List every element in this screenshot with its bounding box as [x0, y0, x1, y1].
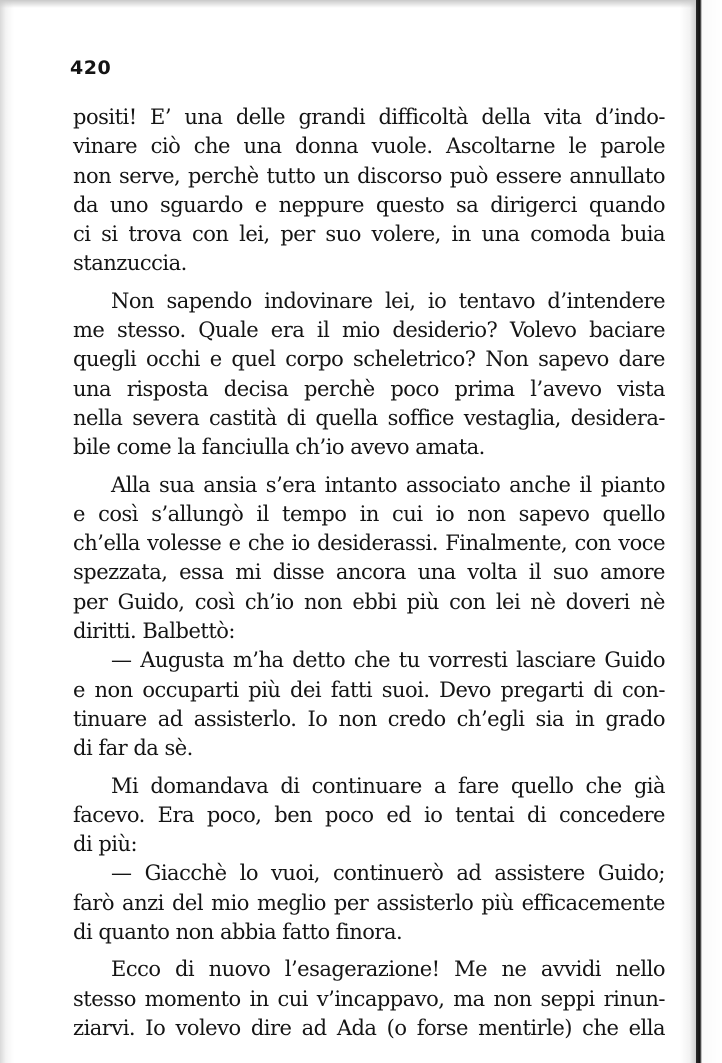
paragraph-gap [73, 764, 665, 772]
text-line: spezzata, essa mi disse ancora una volta il suo amore [73, 560, 665, 585]
text-line: di quanto non abbia fatto finora. [73, 920, 403, 945]
page-top-shadow [0, 0, 722, 8]
text-line: Alla sua ansia s’era intanto associato anche il pianto [111, 472, 665, 497]
paragraph [73, 859, 665, 947]
page-number: 420 [70, 57, 112, 79]
text-line: — Giacchè lo vuoi, continuerò ad assistere Guido; [111, 861, 665, 886]
paragraph [73, 471, 665, 647]
text-line: tinuare ad assisterlo. Io non credo ch’egli sia in grado [73, 706, 665, 731]
text-line: e non occuparti più dei fatti suoi. Devo pregarti di con- [73, 677, 665, 702]
text-line: vinare ciò che una donna vuole. Ascoltarne le parole [73, 134, 665, 159]
paragraph [73, 955, 665, 1043]
text-line: diritti. Balbettò: [73, 619, 235, 644]
paragraph [73, 287, 665, 463]
book-binding-edge [696, 0, 722, 1063]
text-line: Mi domandava di continuare a fare quello che già [111, 773, 665, 798]
paragraph [73, 772, 665, 860]
paragraph-gap [73, 947, 665, 955]
text-line: per Guido, così ch’io non ebbi più con lei nè doveri nè [73, 589, 665, 614]
paragraph [73, 646, 665, 763]
text-line: non serve, perchè tutto un discorso può essere annullato [73, 163, 665, 188]
text-line: stesso momento in cui v’incappavo, ma non seppi rinun- [73, 986, 665, 1011]
text-line: — Augusta m’ha detto che tu vorresti lasciare Guido [111, 648, 665, 673]
text-line: facevo. Era poco, ben poco ed io tentai di concedere [73, 802, 665, 827]
text-line: bile come la fanciulla ch’io avevo amata. [73, 435, 485, 460]
text-line: una risposta decisa perchè poco prima l’avevo vista [73, 376, 665, 401]
paragraph [73, 103, 665, 279]
text-line: Non sapendo indovinare lei, io tentavo d’intendere [111, 288, 665, 313]
paragraph-gap [73, 279, 665, 287]
text-line: ch’ella volesse e che io desiderassi. Finalmente, con voce [73, 531, 665, 556]
text-line: ci si trova con lei, per suo volere, in una comoda buia [73, 222, 665, 247]
text-line: nella severa castità di quella soffice vestaglia, desidera- [73, 405, 665, 430]
text-line: di più: [73, 832, 138, 857]
text-line: stanzuccia. [73, 251, 187, 276]
text-line: e così s’allungò il tempo in cui io non sapevo quello [73, 501, 665, 526]
text-line: di far da sè. [73, 736, 193, 761]
body-text [73, 103, 665, 1043]
text-line: Ecco di nuovo l’esagerazione! Me ne avvidi nello [111, 957, 665, 982]
text-line: quegli occhi e quel corpo scheletrico? Non sapevo dare [73, 347, 665, 372]
text-line: da uno sguardo e neppure questo sa dirigerci quando [73, 192, 665, 217]
paragraph-gap [73, 463, 665, 471]
text-line: positi! E’ una delle grandi difficoltà della vita d’indo- [73, 105, 665, 129]
text-line: ziarvi. Io volevo dire ad Ada (o forse mentirle) che ella [73, 1015, 665, 1040]
text-line: me stesso. Quale era il mio desiderio? Volevo baciare [73, 318, 665, 343]
text-line: farò anzi del mio meglio per assisterlo più efficacemente [73, 890, 665, 915]
